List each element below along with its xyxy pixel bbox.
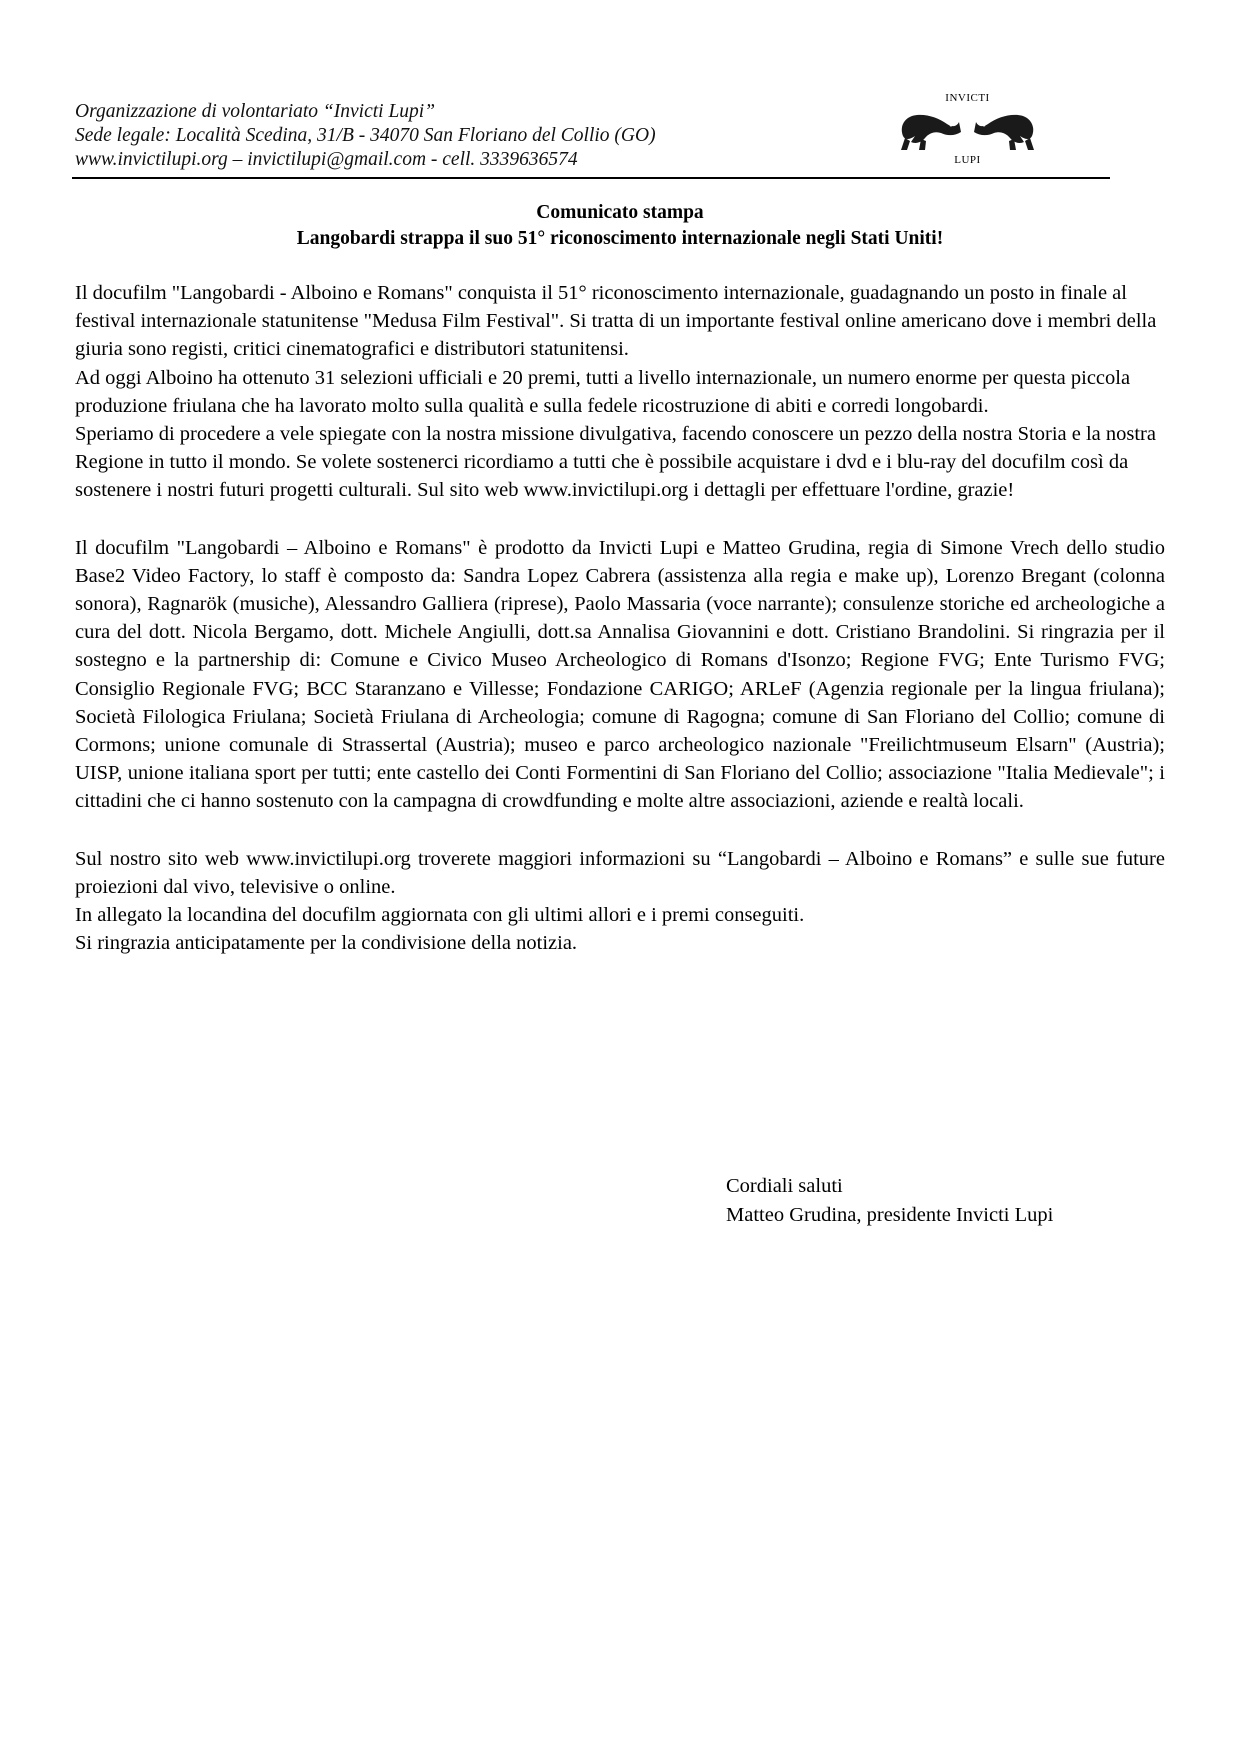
paragraph-credits: Il docufilm "Langobardi – Alboino e Romans" è prodotto da Invicti Lupi e Matteo Grudina, regia di Simone Vrech dello studio Base2 Video Factory, lo staff è composto da: Sandra Lopez Cabrera (assistenza alla regia e make up), Lorenzo Bregant (colonna sonora), Ragnarök (musiche), Alessandro Galliera (riprese), Paolo Massaria (voce narrante); consulenze storiche ed archeologiche a cura del dott. Nicola Bergamo, dott. Michele Angiulli, dott.sa Annalisa Giovannini e dott. Cristiano Brandolini. Si ringrazia per il sostegno e la partnership di: Comune e Civico Museo Archeologico di Romans d'Isonzo; Regione FVG; Ente Turismo FVG; Consiglio Regionale FVG; BCC Staranzano e Villesse; Fondazione CARIGO; ARLeF (Agenzia regionale per la lingua friulana); Società Filologica Friulana; Società Friulana di Archeologia; comune di Ragogna; comune di San Floriano del Collio; comune di Cormons; unione comunale di Strassertal (Austria); museo e parco archeologico nazionale "Freilichtmuseum Elsarn" (Austria); UISP, unione italiana sport per tutti; ente castello dei Conti Formentini di San Floriano del Collio; associazione "Italia Medievale"; i cittadini che ci hanno sostenuto con la campagna di crowdfunding e molte altre associazioni, aziende e realtà locali.	[75, 536, 1165, 813]
invicti-lupi-logo	[895, 92, 1040, 168]
logo-text-bottom: LUPI	[954, 154, 981, 166]
signature-block	[726, 1172, 1146, 1229]
twin-wolves-emblem-icon	[895, 106, 1040, 152]
paragraph-attachment: In allegato la locandina del docufilm aggiornata con gli ultimi allori e i premi conseguiti.	[75, 904, 805, 927]
paragraph-announcement: Il docufilm "Langobardi - Alboino e Romans" conquista il 51° riconoscimento internazionale, guadagnando un posto in finale al festival internazionale statunitense "Medusa Film Festival". Si tratta di un importante festival online americano dove i membri della giuria sono registi, critici cinematografici e distributori statunitensi.	[75, 282, 1157, 361]
organization-contacts: www.invictilupi.org – invictilupi@gmail.com - cell. 3339636574	[75, 149, 578, 170]
header-divider	[72, 177, 1110, 179]
paragraph-support: Speriamo di procedere a vele spiegate con la nostra missione divulgativa, facendo conoscere un pezzo della nostra Storia e la nostra Regione in tutto il mondo. Se volete sostenerci ricordiamo a tutti che è possibile acquistare i dvd e i blu-ray del docufilm così da sostenere i nostri futuri progetti culturali. Sul sito web www.invictilupi.org i dettagli per effettuare l'ordine, grazie!	[75, 423, 1156, 502]
logo-text-top: INVICTI	[945, 92, 990, 104]
document-type-heading: Comunicato stampa	[536, 202, 704, 223]
document-body	[75, 279, 1165, 957]
paragraph-website: Sul nostro sito web www.invictilupi.org troverete maggiori informazioni su “Langobardi – Alboino e Romans” e sulle sue future proiezioni dal vivo, televisive o online.	[75, 847, 1165, 898]
press-release-title	[75, 200, 1165, 252]
paragraph-awards: Ad oggi Alboino ha ottenuto 31 selezioni ufficiali e 20 premi, tutti a livello internazionale, un numero enorme per questa piccola produzione friulana che ha lavorato molto sulla qualità e sulla fedele ricostruzione di abiti e corredi longobardi.	[75, 366, 1131, 417]
organization-name: Organizzazione di volontariato “Invicti Lupi”	[75, 101, 436, 122]
headline: Langobardi strappa il suo 51° riconoscimento internazionale negli Stati Uniti!	[296, 228, 944, 249]
organization-address: Sede legale: Località Scedina, 31/B - 34070 San Floriano del Collio (GO)	[75, 125, 656, 146]
closing-salutation: Cordiali saluti	[726, 1175, 843, 1197]
signatory: Matteo Grudina, presidente Invicti Lupi	[726, 1203, 1054, 1226]
paragraph-thanks: Si ringrazia anticipatamente per la condivisione della notizia.	[75, 932, 578, 955]
